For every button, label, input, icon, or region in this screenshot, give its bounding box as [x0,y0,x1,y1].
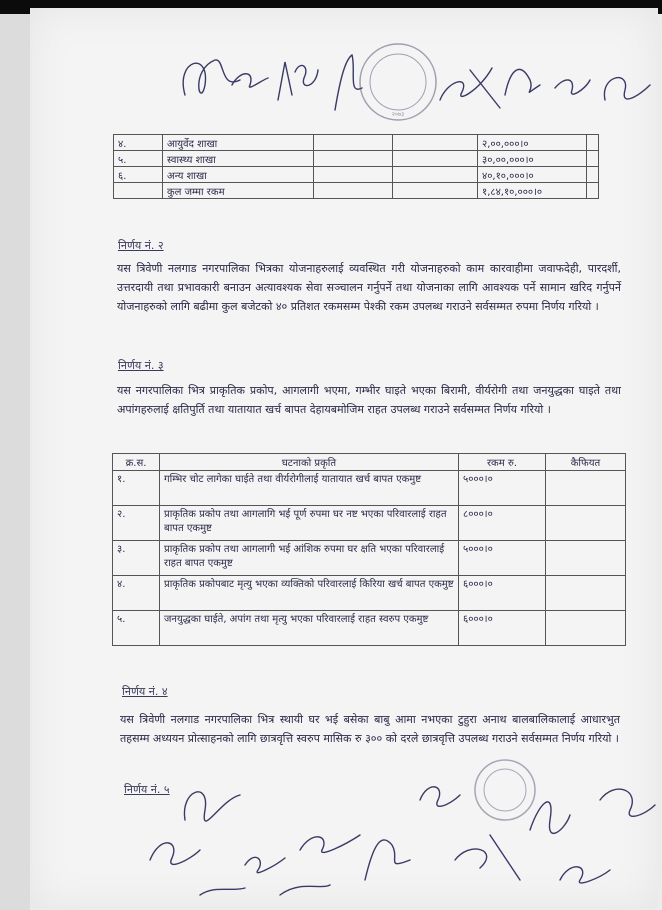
serial-cell: ३. [113,541,160,576]
total-label-cell: कुल जम्मा रकम [163,183,314,199]
remarks-cell [546,541,626,576]
serial-cell: ५. [114,151,163,167]
table-row [114,135,599,151]
empty-cell [314,151,393,167]
branch-cell: स्वास्थ्य शाखा [163,151,314,167]
empty-cell [587,151,599,167]
table-row [113,611,626,646]
decision-4-heading: निर्णय नं. ४ [122,685,168,698]
remarks-cell [546,576,626,611]
table-header-row [113,454,626,471]
serial-cell: १. [113,471,160,506]
serial-cell: ५. [113,611,160,646]
amount-cell: ६०००।० [459,576,546,611]
description-cell: जनयुद्धका घाईते, अपांग तथा मृत्यु भएका परिवारलाई राहत स्वरुप एकमुष्ट [160,611,459,646]
amount-cell: ६०००।० [459,611,546,646]
col-header-description: घटनाको प्रकृति [160,454,459,471]
serial-cell: २. [113,506,160,541]
decision-3-heading: निर्णय नं. ३ [118,359,164,372]
amount-cell: ५०००।० [459,471,546,506]
description-cell: प्राकृतिक प्रकोप तथा आगलागि भई पूर्ण रुपमा घर नष्ट भएका परिवारलाई राहत बापत एकमुष्ट [160,506,459,541]
col-header-serial: क्र.स. [113,454,160,471]
table-row [114,167,599,183]
empty-cell [587,167,599,183]
description-cell: प्राकृतिक प्रकोप तथा आगलागी भई आंशिक रुपमा घर क्षति भएका परिवारलाई राहत बापत एकमुष्ट [160,541,459,576]
amount-cell: ३०,००,०००।० [478,151,587,167]
table-row [113,541,626,576]
empty-cell [393,183,478,199]
empty-cell [314,167,393,183]
description-cell: गम्भिर चोट लागेका घाईते तथा वीर्यरोगीलाई यातायात खर्च बापत एकमुष्ट [160,471,459,506]
empty-cell [314,135,393,151]
remarks-cell [546,611,626,646]
amount-cell: ५०००।० [459,541,546,576]
table-row [113,576,626,611]
decision-3-text: यस नगरपालिका भित्र प्राकृतिक प्रकोप, आगलागी भएमा, गम्भीर घाइते भएका बिरामी, वीर्यरोगी तथा जनयुद्धका घाइते तथा अपांगहरुलाई क्षतिपुर्ति तथा यातायात खर्च बापत देहायबमोजिम राहत उपलब्ध गराउने सर्वसम्मत निर्णय गरियो । [117,384,621,416]
relief-table [112,453,626,646]
amount-cell: ८०००।० [459,506,546,541]
branch-cell: अन्य शाखा [163,167,314,183]
table-row [113,471,626,506]
empty-cell [587,183,599,199]
empty-cell [393,135,478,151]
scan-left-edge [0,14,30,910]
serial-cell: ४. [114,135,163,151]
decision-5-heading: निर्णय नं. ५ [124,783,170,796]
col-header-remarks: कैफियत [546,454,626,471]
table-row [113,506,626,541]
stamp-year: २०७३ [391,111,405,118]
amount-cell: ४०,१०,०००।० [478,167,587,183]
table-row [114,151,599,167]
empty-cell [393,151,478,167]
decision-2-heading: निर्णय नं. २ [118,239,164,252]
serial-cell: ६. [114,167,163,183]
budget-table [113,134,599,199]
branch-cell: आयुर्वेद शाखा [163,135,314,151]
decision-4-text: यस त्रिवेणी नलगाड नगरपालिका भित्र स्थायी घर भई बसेका बाबु आमा नभएका टुहुरा अनाथ बालबालिकालाई आधारभुत तहसम्म अध्ययन प्रोत्साहनको लागि छात्रवृत्ति स्वरुप मासिक रु ३०० को दरले छात्रवृत्ति उपलब्ध गराउने सर्वसम्मत निर्णय गरियो । [120,713,620,745]
empty-cell [314,183,393,199]
remarks-cell [546,471,626,506]
amount-cell: २,००,०००।० [478,135,587,151]
total-amount-cell: १,८४,१०,०००।० [478,183,587,199]
empty-cell [393,167,478,183]
empty-cell [587,135,599,151]
table-row [114,183,599,199]
serial-cell: ४. [113,576,160,611]
col-header-amount: रकम रु. [459,454,546,471]
remarks-cell [546,506,626,541]
decision-2-text: यस त्रिवेणी नलगाड नगरपालिका भित्रका योजनाहरुलाई व्यवस्थित गरी योजनाहरुको काम कारवाहीमा जवाफदेही, पारदर्शी, उत्तरदायी तथा प्रभावकारी बनाउन अत्यावश्यक सेवा सञ्चालन गर्नुपर्ने तथा योजनाका लागि आवश्यक पर्ने सामान खरिद गर्नुपर्ने योजनाहरुको लागि बढीमा कुल बजेटको ४० प्रतिशत रकमसम्म पेश्की रकम उपलब्ध गराउने सर्वसम्मत रुपमा निर्णय गरियो । [117,262,621,313]
description-cell: प्राकृतिक प्रकोपबाट मृत्यु भएका व्यक्तिको परिवारलाई किरिया खर्च बापत एकमुष्ट [160,576,459,611]
serial-cell [114,183,163,199]
